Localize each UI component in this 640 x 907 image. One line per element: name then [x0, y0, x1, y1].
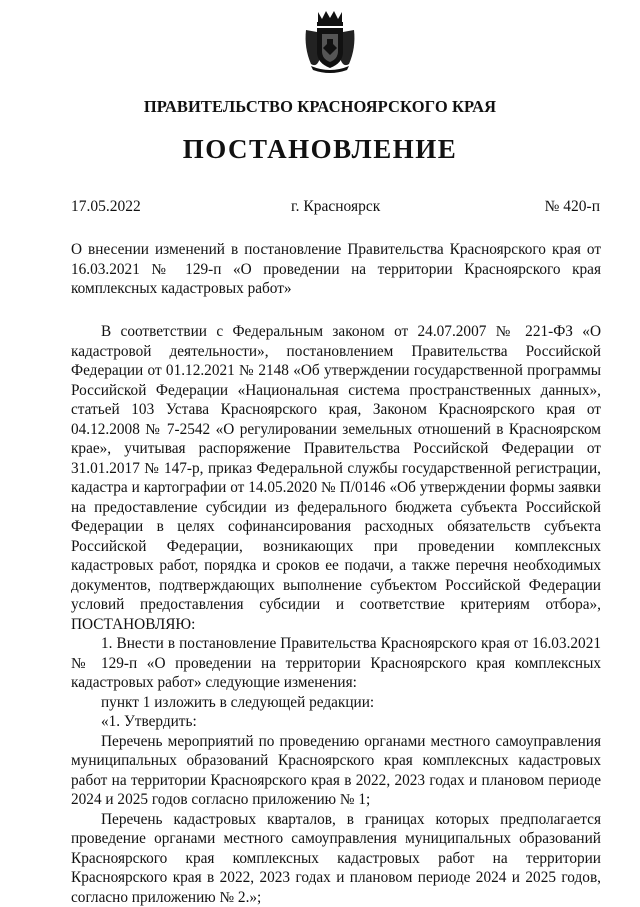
list-item-paragraph: Перечень кадастровых кварталов, в границах которых предполагается проведение органами местного самоуправления муниципальных образований Красноярского края комплексных кадастровых работ на территории Красноярского края в 2022, 2023 годах и плановом периоде 2024 и 2025 годов, согласно приложению № 2.»;: [71, 810, 601, 907]
document-body: [71, 322, 601, 907]
approve-paragraph: «1. Утвердить:: [71, 712, 601, 732]
coat-of-arms-icon: [303, 8, 357, 74]
document-number: № 420-п: [545, 198, 600, 216]
preamble-paragraph: В соответствии с Федеральным законом от 24.07.2007 № 221-ФЗ «О кадастровой деятельности», постановлением Правительства Российской Федерации от 01.12.2021 № 2148 «Об утверждении государственной программы Российской Федерации «Национальная система пространственных данных», статьей 103 Устава Красноярского края, Законом Красноярского края от 04.12.2008 № 7-2542 «О регулировании земельных отношений в Красноярском крае», учитывая распоряжение Правительства Российской Федерации от 31.01.2017 № 147-р, приказ Федеральной службы государственной регистрации, кадастра и картографии от 14.05.2020 № П/0146 «Об утверждении формы заявки на предоставление субсидии из федерального бюджета субъекта Российской Федерации в целях софинансирования расходных обязательств субъекта Российской Федерации, возникающих при проведении комплексных кадастровых работ, порядка и сроков ее подачи, а также перечня необходимых документов, подтверждающих выполнение субъектом Российской Федерации условий предоставления субсидии и соответствие критериям отбора», ПОСТАНОВЛЯЮ:: [71, 322, 601, 634]
clause-1-paragraph: 1. Внести в постановление Правительства Красноярского края от 16.03.2021 № 129-п «О проведении на территории Красноярского края комплексных кадастровых работ» следующие изменения:: [71, 634, 601, 693]
document-subject: О внесении изменений в постановление Правительства Красноярского края от 16.03.2021 № 129-п «О проведении на территории Красноярского края комплексных кадастровых работ»: [71, 240, 601, 299]
list-item-paragraph: Перечень мероприятий по проведению органами местного самоуправления муниципальных образований Красноярского края комплексных кадастровых работ на территории Красноярского края в 2022, 2023 годах и плановом периоде 2024 и 2025 годов согласно приложению № 1;: [71, 732, 601, 810]
organization-name: ПРАВИТЕЛЬСТВО КРАСНОЯРСКОГО КРАЯ: [0, 97, 640, 117]
document-date: 17.05.2022: [71, 198, 141, 216]
amendment-intro-paragraph: пункт 1 изложить в следующей редакции:: [71, 693, 601, 713]
document-title: ПОСТАНОВЛЕНИЕ: [0, 134, 640, 165]
document-city: г. Красноярск: [291, 198, 380, 216]
